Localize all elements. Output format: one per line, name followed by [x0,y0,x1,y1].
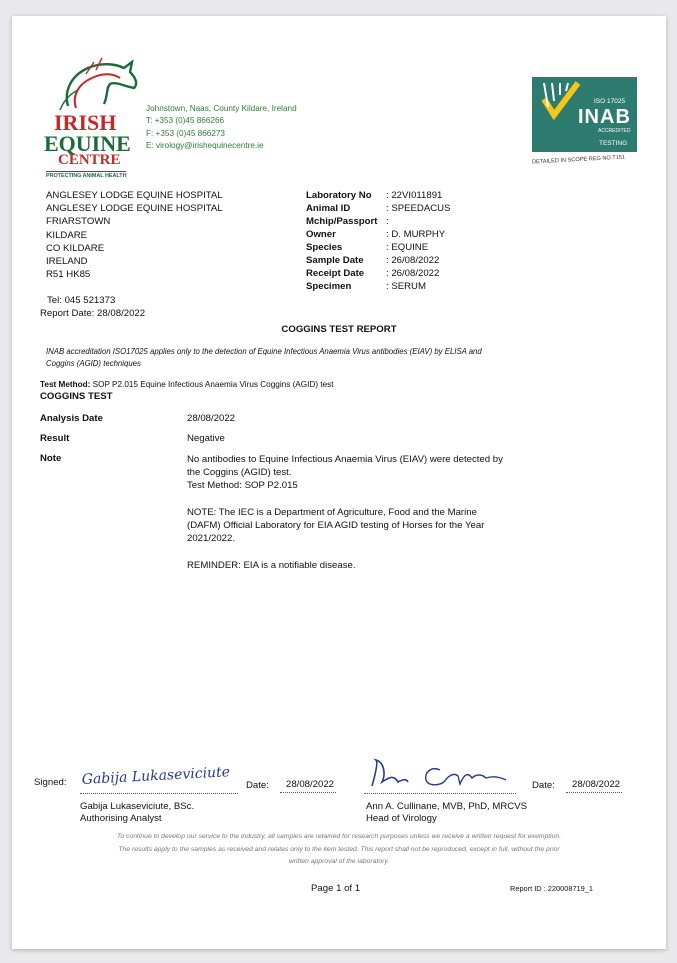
info-value: : SPEEDACUS [386,203,451,214]
inab-detailed: DETAILED IN SCOPE REG NO.T151 [531,154,626,166]
accreditation-note [46,346,482,370]
date-value-right: 28/08/2022 [566,778,622,793]
signed-label: Signed: [34,777,67,788]
recipient-tel: Tel: 045 521373 [47,295,116,306]
signature-right-line [364,793,516,794]
signature-left [80,756,240,796]
recipient-address [46,189,223,281]
info-label: Species [306,242,343,253]
report-title: COGGINS TEST REPORT [281,324,397,335]
info-value: : 26/08/2022 [386,255,440,266]
address-line: IRELAND [46,256,88,268]
address-line: ANGLESEY LODGE EQUINE HOSPITAL [46,190,223,201]
info-label: Laboratory No [306,190,372,201]
result-label: Result [40,433,70,444]
footer-disclaimer [12,831,666,869]
logo-tagline: PROTECTING ANIMAL HEALTH [46,173,127,179]
info-value: : 26/08/2022 [386,268,440,279]
inab-accredited: ACCREDITED [598,128,631,134]
irish-equine-centre-logo [42,54,142,184]
date-label-right: Date: [532,780,555,791]
info-label: Sample Date [306,255,364,266]
report-id: Report ID : 220008719_1 [510,884,594,893]
signatory-left-role: Authorising Analyst [80,813,162,824]
address: Johnstown, Naas, County Kildare, Ireland [146,104,297,113]
date-value-left: 28/08/2022 [280,778,336,793]
section-title: COGGINS TEST [40,391,113,402]
info-label: Animal ID [306,203,351,214]
signatory-left-name: Gabija Lukaseviciute, BSc. [80,801,195,812]
signature-left-script: Gabija Lukaseviciute [81,764,231,788]
signatory-right-role: Head of Virology [366,813,437,824]
signatory-right-name: Ann A. Cullinane, MVB, PhD, MRCVS [366,801,528,812]
info-value: : SERUM [386,281,426,292]
note-line: NOTE: The IEC is a Department of Agriculture, Food and the Marine [187,507,477,518]
address-line: CO KILDARE [46,242,105,254]
dafm-note [187,506,484,546]
page-number: Page 1 of 1 [311,883,361,894]
info-value: : 22VI011891 [386,190,443,201]
info-label: Receipt Date [306,268,365,279]
inab-testing: TESTING [599,140,628,147]
contact-block [146,103,297,152]
address-line: R51 HK85 [46,269,91,281]
info-label: Specimen [306,281,352,292]
test-method-value: SOP P2.015 Equine Infectious Anaemia Virus Coggins (AGID) test [90,380,334,389]
address-line: FRIARSTOWN [46,216,111,228]
disclaimer-line: written approval of the laboratory. [288,858,390,865]
note-line: Test Method: SOP P2.015 [187,480,298,492]
horse-head-icon [50,54,140,116]
sample-info-table [306,190,506,300]
signature-right-image [362,752,532,796]
logo-text-irish: IRISH [54,110,117,135]
address-line: ANGLESEY LODGE EQUINE HOSPITAL [46,203,223,215]
result-value: Negative [187,433,225,444]
analysis-date-value: 28/08/2022 [187,413,236,424]
info-value: : EQUINE [386,242,429,253]
inab-name: INAB [578,106,631,128]
info-value: : [386,216,389,227]
note-label: Note [40,453,62,464]
logo-text-centre: CENTRE [58,152,121,168]
email: E: virology@irishequinecentre.ie [146,140,264,150]
report-date: Report Date: 28/08/2022 [40,308,146,319]
note-line: No antibodies to Equine Infectious Anaemia Virus (EIAV) were detected by [187,454,503,465]
inab-iso: ISO 17025 [594,98,626,105]
disclaimer-line: To continue to develop our service to the industry, all samples are retained for research purposes unless we receive a written request for exemption. [116,833,562,840]
note-line: 2021/2022. [187,533,236,545]
fax: F: +353 (0)45 866273 [146,128,225,138]
address-line: KILDARE [46,229,88,241]
note-line: (DAFM) Official Laboratory for EIA AGID testing of Horses for the Year [187,520,485,532]
accreditation-line: INAB accreditation ISO17025 applies only to the detection of Equine Infectious Anaemia Virus antibodies (EIAV) by ELISA and [46,347,482,356]
analysis-date-label: Analysis Date [40,413,103,424]
note-text [187,453,503,493]
info-label: Owner [306,229,336,240]
note-line: the Coggins (AGID) test. [187,467,292,479]
date-label-left: Date: [246,780,269,791]
logo-text-equine: EQUINE [44,131,131,156]
info-value: : D. MURPHY [386,229,446,240]
signature-left-line [80,793,238,794]
telephone: T: +353 (0)45 866266 [146,116,225,126]
reminder: REMINDER: EIA is a notifiable disease. [187,560,356,571]
inab-logo [532,77,640,169]
report-page [12,16,666,949]
info-label: Mchip/Passport [306,216,378,227]
disclaimer-line: The results apply to the samples as received and relates only to the item tested. This report shall not be reproduced, except in full, without the prior [118,845,560,853]
test-method-label: Test Method: [40,380,91,389]
accreditation-line: Coggins (AGID) techniques [46,359,141,368]
test-method [40,380,334,389]
